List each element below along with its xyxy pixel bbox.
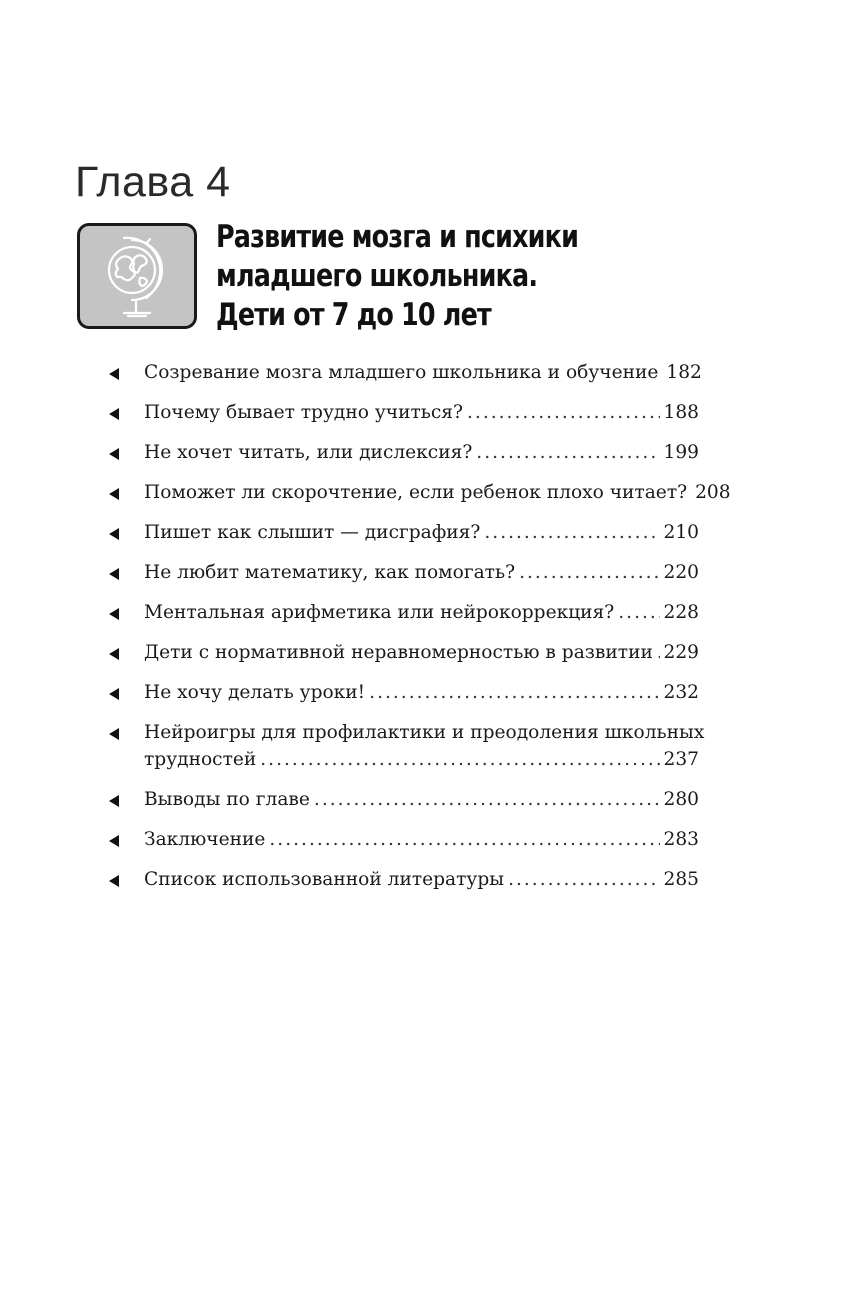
table-of-contents [105,359,731,906]
toc-item[interactable] [105,639,699,666]
dot-leader [314,786,660,813]
toc-item[interactable] [105,519,699,546]
toc-item-title: Не хочет читать, или дислексия? [144,442,473,463]
toc-item-title: Ментальная арифметика или нейрокоррекция? [144,602,615,623]
triangle-bullet-icon [109,528,119,540]
toc-item-page: 232 [663,682,699,703]
toc-item-page: 220 [663,562,699,583]
dot-leader [484,519,659,546]
chapter-title-line: Развитие мозга и психики [216,219,579,255]
dot-leader [260,746,659,773]
triangle-bullet-icon [109,648,119,660]
toc-item[interactable] [105,866,699,893]
toc-item[interactable] [105,439,699,466]
toc-item[interactable] [105,559,699,586]
triangle-bullet-icon [109,608,119,620]
toc-item-page: 182 [666,362,702,383]
triangle-bullet-icon [109,688,119,700]
globe-icon [77,223,197,329]
toc-item-page: 188 [663,402,699,423]
toc-item-page: 228 [663,602,699,623]
chapter-title-line: Дети от 7 до 10 лет [216,297,491,333]
toc-item-page: 208 [695,482,731,503]
toc-item-page: 199 [663,442,699,463]
toc-item[interactable] [105,479,731,506]
toc-item-page: 280 [663,789,699,810]
toc-item-title: трудностей [144,749,257,770]
dot-leader [618,599,659,626]
toc-item-title: Список использованной литературы [144,869,505,890]
toc-item-title: Выводы по главе [144,789,310,810]
chapter-title-line: младшего школьника. [216,258,538,294]
toc-item-title-line1: Нейроигры для профилактики и преодоления школьных [144,722,705,743]
toc-item[interactable] [105,786,699,813]
triangle-bullet-icon [109,835,119,847]
toc-item-page: 283 [663,829,699,850]
toc-item[interactable] [105,599,699,626]
toc-item-page: 237 [663,749,699,770]
toc-item-title: Не любит математику, как помогать? [144,562,516,583]
chapter-label: Глава 4 [75,158,231,206]
toc-item-title: Не хочу делать уроки! [144,682,366,703]
dot-leader [508,866,659,893]
dot-leader [467,399,660,426]
triangle-bullet-icon [109,368,119,380]
toc-item-title: Дети с нормативной неравномерностью в развитии [144,642,653,663]
triangle-bullet-icon [109,488,119,500]
toc-item[interactable] [105,719,705,773]
toc-item[interactable] [105,359,702,386]
toc-item-title: Поможет ли скорочтение, если ребенок плохо читает? [144,482,688,503]
dot-leader [369,679,659,706]
toc-item-title: Почему бывает трудно учиться? [144,402,463,423]
toc-item[interactable] [105,679,699,706]
triangle-bullet-icon [109,728,119,740]
toc-item-page: 229 [663,642,699,663]
dot-leader [657,639,660,666]
toc-item-page: 210 [663,522,699,543]
toc-item-title: Пишет как слышит — дисграфия? [144,522,481,543]
toc-item-title: Созревание мозга младшего школьника и обучение [144,362,659,383]
dot-leader [519,559,659,586]
toc-item-page: 285 [663,869,699,890]
chapter-title [216,218,578,335]
dot-leader [269,826,659,853]
dot-leader [476,439,659,466]
toc-item[interactable] [105,399,699,426]
triangle-bullet-icon [109,568,119,580]
toc-item-title: Заключение [144,829,266,850]
triangle-bullet-icon [109,875,119,887]
triangle-bullet-icon [109,408,119,420]
triangle-bullet-icon [109,795,119,807]
triangle-bullet-icon [109,448,119,460]
toc-item[interactable] [105,826,699,853]
